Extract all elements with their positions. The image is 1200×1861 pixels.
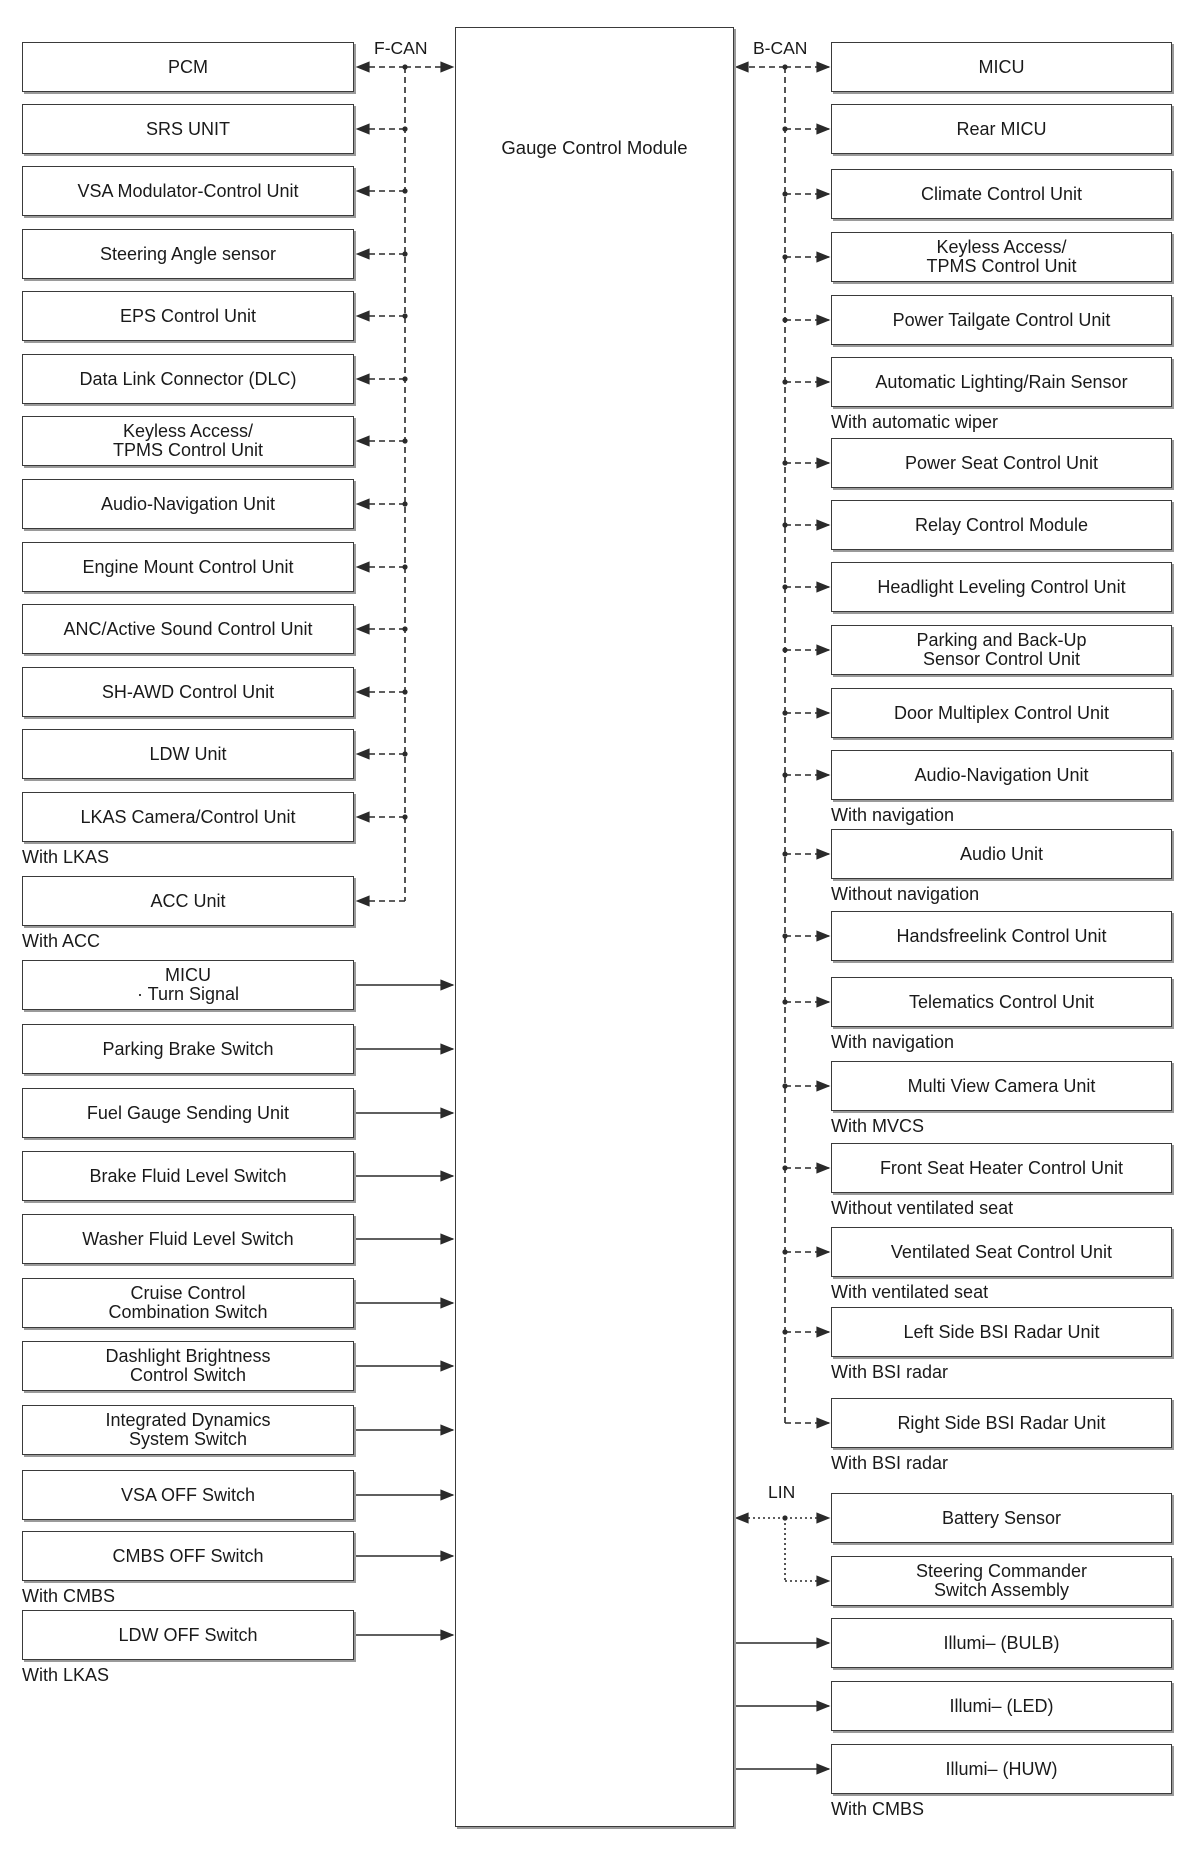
right-bcan-unit-20-condition-note: With BSI radar — [831, 1453, 949, 1473]
left-fcan-unit-8 — [22, 479, 354, 529]
left-fcan-unit-6-label: Data Link Connector (DLC) — [79, 368, 297, 389]
left-input-8-label: Integrated Dynamics System Switch — [105, 1410, 271, 1449]
left-fcan-unit-14-label: ACC Unit — [150, 890, 226, 911]
right-bcan-unit-12-condition-note: With navigation — [831, 805, 955, 825]
left-fcan-unit-11 — [22, 667, 354, 717]
right-bcan-unit-3 — [831, 169, 1172, 219]
right-bcan-unit-3-label: Climate Control Unit — [920, 183, 1083, 204]
left-input-3 — [22, 1088, 354, 1138]
right-lin-unit-2-label: Steering Commander Switch Assembly — [915, 1561, 1088, 1600]
right-output-2 — [831, 1681, 1172, 1731]
left-fcan-unit-4 — [22, 229, 354, 279]
left-fcan-unit-13 — [22, 792, 354, 842]
right-bcan-unit-8-label: Relay Control Module — [914, 514, 1089, 535]
left-fcan-unit-8-label: Audio-Navigation Unit — [100, 493, 276, 514]
left-fcan-unit-11-label: SH-AWD Control Unit — [101, 681, 275, 702]
left-input-1 — [22, 960, 354, 1010]
left-fcan-unit-6 — [22, 354, 354, 404]
left-input-6-label: Cruise Control Combination Switch — [108, 1283, 268, 1322]
left-fcan-unit-7 — [22, 416, 354, 466]
right-bcan-unit-6 — [831, 357, 1172, 407]
left-input-2-label: Parking Brake Switch — [102, 1038, 274, 1059]
left-fcan-unit-3-label: VSA Modulator-Control Unit — [77, 180, 299, 201]
right-bcan-unit-6-condition-note: With automatic wiper — [831, 412, 999, 432]
junction-dot — [782, 772, 787, 777]
left-input-1-label: MICU · Turn Signal — [136, 965, 240, 1004]
left-fcan-unit-12 — [22, 729, 354, 779]
right-bcan-unit-12 — [831, 750, 1172, 800]
right-bcan-unit-19-condition-note: With BSI radar — [831, 1362, 949, 1382]
left-fcan-unit-2-label: SRS UNIT — [145, 118, 230, 139]
right-bcan-unit-19 — [831, 1307, 1172, 1357]
right-bcan-unit-17-condition-note: Without ventilated seat — [831, 1198, 1014, 1218]
left-fcan-unit-13-label: LKAS Camera/Control Unit — [80, 806, 296, 827]
right-bcan-unit-1 — [831, 42, 1172, 92]
right-output-1 — [831, 1618, 1172, 1668]
left-input-9-label: VSA OFF Switch — [120, 1484, 256, 1505]
right-bcan-unit-18 — [831, 1227, 1172, 1277]
left-fcan-unit-14-condition-note: With ACC — [22, 931, 101, 951]
right-bcan-unit-4-label: Keyless Access/ TPMS Control Unit — [926, 237, 1077, 276]
right-bcan-unit-7-label: Power Seat Control Unit — [904, 452, 1099, 473]
right-bcan-unit-11-label: Door Multiplex Control Unit — [893, 702, 1110, 723]
right-bcan-unit-7 — [831, 438, 1172, 488]
right-bcan-unit-6-label: Automatic Lighting/Rain Sensor — [875, 371, 1128, 392]
left-fcan-unit-13-condition-note: With LKAS — [22, 847, 110, 867]
left-fcan-unit-9-label: Engine Mount Control Unit — [82, 556, 294, 577]
right-bcan-unit-2 — [831, 104, 1172, 154]
left-fcan-unit-4-label: Steering Angle sensor — [99, 243, 277, 264]
left-fcan-unit-1 — [22, 42, 354, 92]
left-fcan-unit-12-label: LDW Unit — [149, 743, 227, 764]
left-input-3-label: Fuel Gauge Sending Unit — [86, 1102, 290, 1123]
right-bcan-unit-15-label: Telematics Control Unit — [908, 991, 1095, 1012]
gauge-control-module-label: Gauge Control Module — [501, 137, 688, 158]
right-bcan-unit-15-condition-note: With navigation — [831, 1032, 955, 1052]
left-input-5-label: Washer Fluid Level Switch — [82, 1228, 294, 1249]
right-bcan-unit-13-condition-note: Without navigation — [831, 884, 980, 904]
right-lin-unit-2 — [831, 1556, 1172, 1606]
right-bcan-unit-11 — [831, 688, 1172, 738]
right-bcan-unit-13 — [831, 829, 1172, 879]
right-bcan-unit-20-label: Right Side BSI Radar Unit — [897, 1412, 1106, 1433]
lin-label: LIN — [768, 1482, 796, 1502]
left-input-4 — [22, 1151, 354, 1201]
left-fcan-unit-7-label: Keyless Access/ TPMS Control Unit — [112, 421, 264, 460]
right-bcan-unit-5 — [831, 295, 1172, 345]
right-bcan-unit-10 — [831, 625, 1172, 675]
right-bcan-unit-4 — [831, 232, 1172, 282]
left-input-7-label: Dashlight Brightness Control Switch — [105, 1346, 271, 1385]
right-bcan-unit-19-label: Left Side BSI Radar Unit — [903, 1321, 1100, 1342]
right-bcan-unit-17 — [831, 1143, 1172, 1193]
right-bcan-unit-14-label: Handsfreelink Control Unit — [896, 925, 1107, 946]
right-output-2-label: Illumi– (LED) — [949, 1695, 1054, 1716]
right-bcan-unit-16 — [831, 1061, 1172, 1111]
right-bcan-unit-9-label: Headlight Leveling Control Unit — [877, 576, 1126, 597]
right-lin-unit-1 — [831, 1493, 1172, 1543]
right-bcan-unit-10-label: Parking and Back-Up Sensor Control Unit — [916, 630, 1087, 669]
left-fcan-unit-14 — [22, 876, 354, 926]
b-can-label: B-CAN — [753, 38, 808, 58]
left-input-9 — [22, 1470, 354, 1520]
right-output-1-label: Illumi– (BULB) — [943, 1632, 1060, 1653]
f-can-label: F-CAN — [374, 38, 428, 58]
right-lin-unit-1-label: Battery Sensor — [941, 1507, 1062, 1528]
right-bcan-unit-17-label: Front Seat Heater Control Unit — [879, 1157, 1124, 1178]
left-input-4-label: Brake Fluid Level Switch — [89, 1165, 287, 1186]
left-input-2 — [22, 1024, 354, 1074]
right-output-3 — [831, 1744, 1172, 1794]
left-input-11-label: LDW OFF Switch — [118, 1624, 258, 1645]
right-bcan-unit-18-condition-note: With ventilated seat — [831, 1282, 989, 1302]
right-bcan-unit-5-label: Power Tailgate Control Unit — [892, 309, 1111, 330]
left-input-5 — [22, 1214, 354, 1264]
left-input-6 — [22, 1278, 354, 1328]
left-fcan-unit-5-label: EPS Control Unit — [119, 305, 257, 326]
right-bcan-unit-2-label: Rear MICU — [956, 118, 1047, 139]
left-input-8 — [22, 1405, 354, 1455]
left-input-7 — [22, 1341, 354, 1391]
right-output-3-label: Illumi– (HUW) — [945, 1758, 1058, 1779]
left-fcan-unit-1-label: PCM — [168, 56, 208, 77]
left-fcan-unit-10-label: ANC/Active Sound Control Unit — [63, 618, 313, 639]
right-bcan-unit-8 — [831, 500, 1172, 550]
left-fcan-unit-3 — [22, 166, 354, 216]
right-bcan-unit-14 — [831, 911, 1172, 961]
right-bcan-unit-9 — [831, 562, 1172, 612]
right-output-3-condition-note: With CMBS — [831, 1799, 925, 1819]
right-bcan-unit-12-label: Audio-Navigation Unit — [914, 764, 1089, 785]
gauge-control-module — [455, 27, 734, 1827]
left-fcan-unit-5 — [22, 291, 354, 341]
right-bcan-unit-1-label: MICU — [978, 56, 1025, 77]
left-input-10-label: CMBS OFF Switch — [112, 1545, 264, 1566]
right-bcan-unit-13-label: Audio Unit — [959, 843, 1044, 864]
right-bcan-unit-18-label: Ventilated Seat Control Unit — [890, 1241, 1113, 1262]
right-bcan-unit-15 — [831, 977, 1172, 1027]
left-input-11 — [22, 1610, 354, 1660]
right-bcan-unit-16-label: Multi View Camera Unit — [907, 1075, 1096, 1096]
left-input-11-condition-note: With LKAS — [22, 1665, 110, 1685]
junction-dot — [782, 522, 787, 527]
left-input-10 — [22, 1531, 354, 1581]
right-bcan-unit-16-condition-note: With MVCS — [831, 1116, 925, 1136]
left-fcan-unit-9 — [22, 542, 354, 592]
left-fcan-unit-10 — [22, 604, 354, 654]
right-bcan-unit-20 — [831, 1398, 1172, 1448]
left-fcan-unit-2 — [22, 104, 354, 154]
left-input-10-condition-note: With CMBS — [22, 1586, 116, 1606]
